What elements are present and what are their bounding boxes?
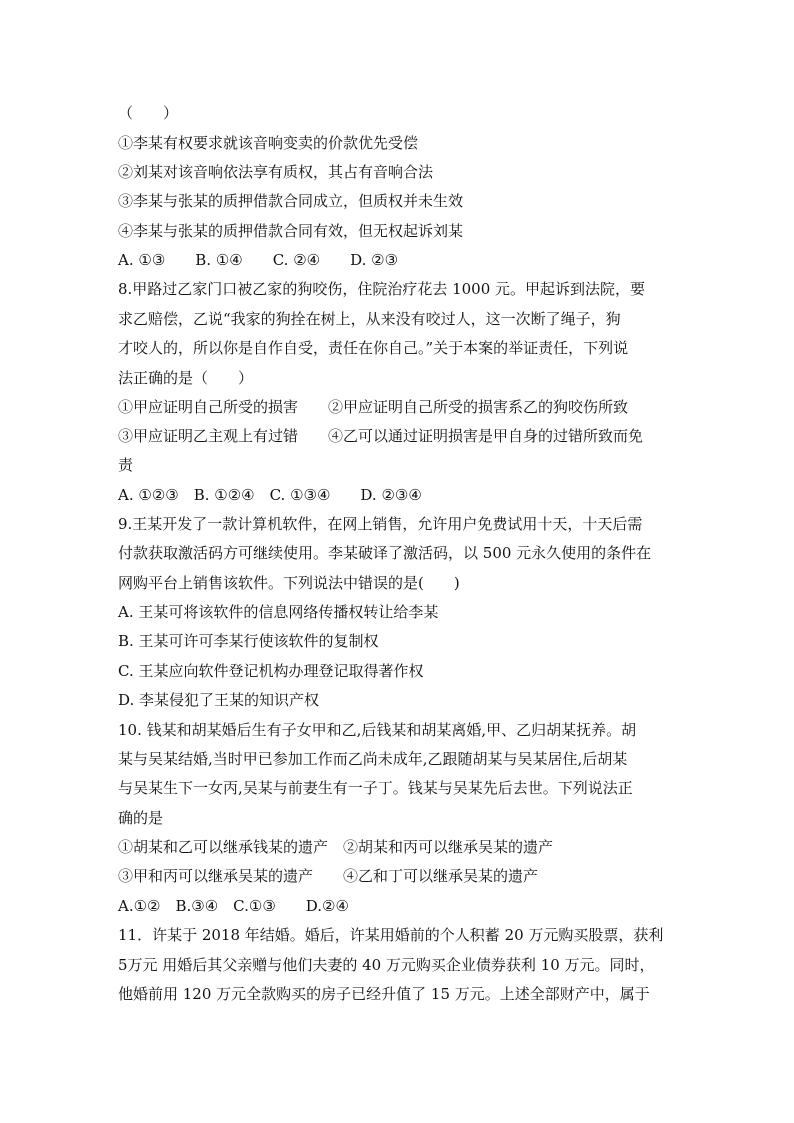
answer-options: A. ①③ B. ①④ C. ②④ D. ②③ bbox=[118, 251, 399, 269]
answer-options: A. ①②③ B. ①②④ C. ①③④ D. ②③④ bbox=[118, 486, 422, 504]
text-line: 责 bbox=[118, 456, 134, 474]
question-8: 8.甲路过乙家门口被乙家的狗咬伤，住院治疗花去 1000 元。甲起诉到法院，要 bbox=[118, 280, 646, 298]
text-line: 与吴某生下一女丙,吴某与前妻生有一子丁。钱某与吴某先后去世。下列说法正 bbox=[118, 779, 633, 797]
text-line: 确的是 bbox=[118, 809, 164, 827]
text-line: 求乙赔偿，乙说“我家的狗拴在树上，从来没有咬过人，这一次断了绳子，狗 bbox=[118, 310, 621, 328]
text-line: 网购平台上销售该软件。下列说法中错误的是( ) bbox=[118, 574, 460, 592]
text-line: 才咬人的，所以你是自作自受，责任在你自己。”关于本案的举证责任，下列说 bbox=[118, 339, 629, 357]
question-11: 11．许某于 2018 年结婚。婚后，许某用婚前的个人积蓄 20 万元购买股票，获利 bbox=[118, 926, 664, 944]
text-line: 法正确的是（ ） bbox=[118, 369, 254, 387]
text-line: 他婚前用 120 万元全款购买的房子已经升值了 15 万元。上述全部财产中，属于 bbox=[118, 985, 650, 1003]
option-a: A. 王某可将该软件的信息网络传播权转让给李某 bbox=[118, 603, 439, 621]
text-line: ①甲应证明自己所受的损害 ②甲应证明自己所受的损害系乙的狗咬伤所致 bbox=[118, 398, 629, 416]
option-b: B. 王某可许可李某行使该软件的复制权 bbox=[118, 632, 379, 650]
text-line: （ ） bbox=[118, 104, 179, 122]
text-line: 某与吴某结婚,当时甲已参加工作而乙尚未成年,乙跟随胡某与吴某居住,后胡某 bbox=[118, 750, 628, 768]
text-line: ①李某有权要求就该音响变卖的价款优先受偿 bbox=[118, 134, 419, 152]
question-10: 10. 钱某和胡某婚后生有子女甲和乙,后钱某和胡某离婚,甲、乙归胡某抚养。胡 bbox=[118, 721, 637, 739]
text-line: 付款获取激活码方可继续使用。李某破译了激活码，以 500 元永久使用的条件在 bbox=[118, 544, 652, 562]
text-line: ②刘某对该音响依法享有质权，其占有音响合法 bbox=[118, 163, 434, 181]
answer-options: A.①② B.③④ C.①③ D.②④ bbox=[118, 897, 349, 915]
text-line: ③甲应证明乙主观上有过错 ④乙可以通过证明损害是甲自身的过错所致而免 bbox=[118, 427, 644, 445]
question-9: 9.王某开发了一款计算机软件，在网上销售，允许用户免费试用十天，十天后需 bbox=[118, 515, 643, 533]
text-line: ④李某与张某的质押借款合同有效，但无权起诉刘某 bbox=[118, 222, 464, 240]
text-line: 5万元 用婚后其父亲赠与他们夫妻的 40 万元购买企业债券获利 10 万元。同时， bbox=[118, 956, 655, 974]
text-line: ③李某与张某的质押借款合同成立，但质权并未生效 bbox=[118, 192, 464, 210]
text-line: ①胡某和乙可以继承钱某的遗产 ②胡某和丙可以继承吴某的遗产 bbox=[118, 838, 554, 856]
option-c: C. 王某应向软件登记机构办理登记取得著作权 bbox=[118, 662, 424, 680]
option-d: D. 李某侵犯了王某的知识产权 bbox=[118, 691, 320, 709]
text-line: ③甲和丙可以继承吴某的遗产 ④乙和丁可以继承吴某的遗产 bbox=[118, 867, 539, 885]
